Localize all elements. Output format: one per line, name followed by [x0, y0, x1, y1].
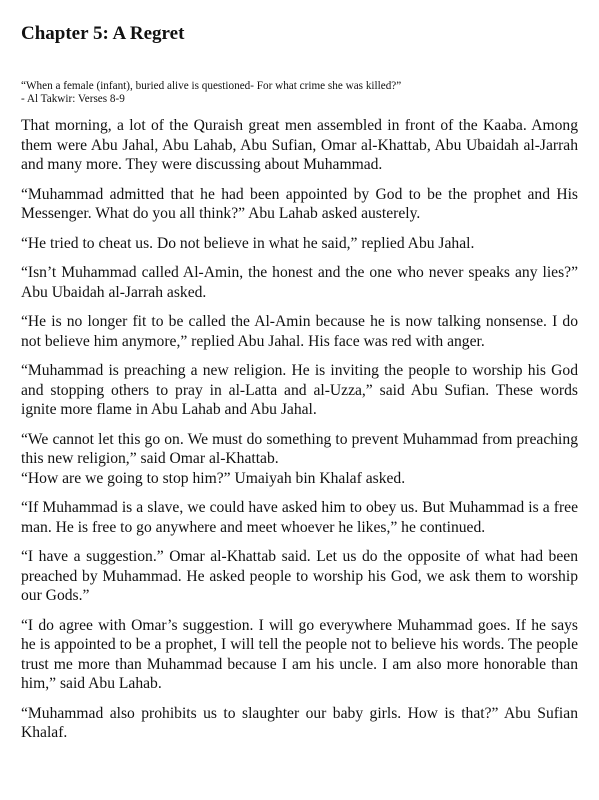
paragraph: “Muhammad also prohibits us to slaughter our baby girls. How is that?” Abu Sufian Khalaf.	[21, 704, 578, 741]
paragraph: “Isn’t Muhammad called Al-Amin, the honest and the one who never speaks any lies?” Abu Ubaidah al-Jarrah asked.	[21, 264, 578, 301]
epigraph	[21, 80, 578, 106]
paragraph: “How are we going to stop him?” Umaiyah bin Khalaf asked.	[21, 469, 406, 487]
paragraph: “If Muhammad is a slave, we could have asked him to obey us. But Muhammad is a free man. He is free to go anywhere and meet whoever he likes,” he continued.	[21, 499, 578, 536]
chapter-body	[21, 116, 578, 743]
paragraph: “Muhammad is preaching a new religion. He is inviting the people to worship his God and stopping others to pray in al-Latta and al-Uzza,” said Abu Sufian. These words ignite more flame in Abu Lahab and Abu Jahal.	[21, 362, 578, 418]
paragraph: “Muhammad admitted that he had been appointed by God to be the prophet and His Messenger. What do you all think?” Abu Lahab asked austerely.	[21, 185, 578, 222]
paragraph: “I have a suggestion.” Omar al-Khattab said. Let us do the opposite of what had been preached by Muhammad. He asked people to worship his God, we ask them to worship our Gods.”	[21, 548, 578, 604]
paragraph: “He is no longer fit to be called the Al-Amin because he is now talking nonsense. I do not believe him anymore,” replied Abu Jahal. His face was red with anger.	[21, 313, 578, 350]
epigraph-quote: “When a female (infant), buried alive is questioned- For what crime she was killed?”	[21, 80, 402, 92]
document-page	[21, 22, 578, 753]
paragraph: That morning, a lot of the Quraish great men assembled in front of the Kaaba. Among them were Abu Jahal, Abu Lahab, Abu Sufian, Omar al-Khattab, Abu Ubaidah al-Jarrah and many more. They were discussing about Muhammad.	[21, 117, 578, 173]
epigraph-source: - Al Takwir: Verses 8-9	[21, 93, 125, 105]
paragraph: “We cannot let this go on. We must do something to prevent Muhammad from preaching this new religion,” said Omar al-Khattab.	[21, 430, 578, 467]
chapter-title: Chapter 5: A Regret	[21, 23, 185, 44]
paragraph: “I do agree with Omar’s suggestion. I will go everywhere Muhammad goes. If he says he is appointed to be a prophet, I will tell the people not to believe his words. The people trust me more than Muhammad because I am his uncle. I am also more honorable than him,” said Abu Lahab.	[21, 616, 578, 692]
paragraph: “He tried to cheat us. Do not believe in what he said,” replied Abu Jahal.	[21, 234, 475, 252]
